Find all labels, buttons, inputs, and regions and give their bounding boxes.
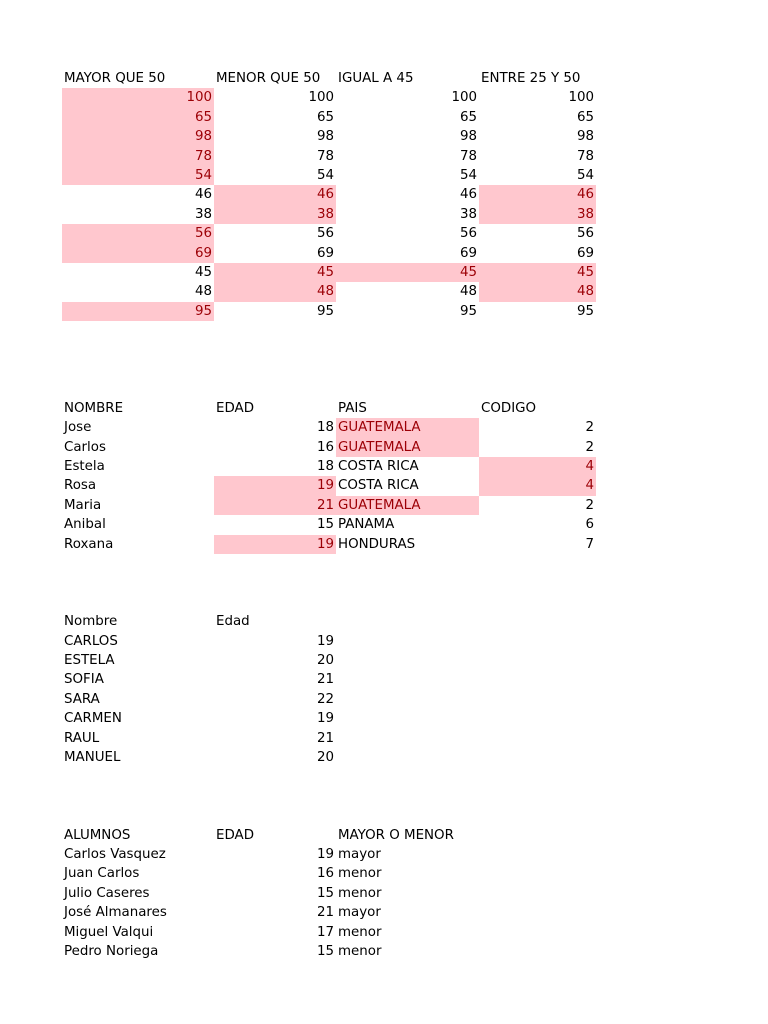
value-cell[interactable]: 78	[459, 148, 477, 164]
name-cell[interactable]: CARLOS	[64, 633, 118, 649]
code-cell[interactable]: 2	[585, 420, 594, 436]
column-header[interactable]: MAYOR O MENOR	[338, 827, 454, 843]
country-cell[interactable]: COSTA RICA	[338, 459, 419, 474]
name-cell[interactable]: Carlos	[64, 439, 106, 455]
age-cell[interactable]: 19	[214, 476, 336, 495]
age-cell[interactable]: 22	[316, 691, 334, 707]
column-header[interactable]: Edad	[216, 614, 250, 630]
value-cell[interactable]: 56	[316, 226, 334, 242]
name-cell[interactable]: SOFIA	[64, 672, 104, 688]
value-cell[interactable]: 38	[194, 206, 212, 222]
value-cell[interactable]: 54	[62, 166, 214, 185]
value-cell[interactable]: 65	[576, 109, 594, 125]
value-cell[interactable]: 98	[62, 127, 214, 146]
column-header[interactable]: PAIS	[338, 400, 367, 416]
column-header[interactable]: Nombre	[64, 614, 118, 630]
column-header[interactable]: CODIGO	[481, 400, 537, 416]
value-cell[interactable]: 95	[316, 303, 334, 319]
value-cell[interactable]: 45	[479, 263, 596, 282]
value-cell[interactable]: 65	[316, 109, 334, 125]
status-cell[interactable]: menor	[338, 924, 382, 940]
value-cell[interactable]: 100	[568, 90, 594, 106]
value-cell[interactable]: 100	[62, 88, 214, 107]
age-cell[interactable]: 21	[316, 730, 334, 746]
column-header[interactable]: EDAD	[216, 827, 255, 843]
value-cell[interactable]: 95	[576, 303, 594, 319]
status-cell[interactable]: menor	[338, 885, 382, 901]
country-cell[interactable]: GUATEMALA	[336, 496, 479, 515]
code-cell[interactable]: 7	[585, 536, 594, 552]
value-cell[interactable]: 45	[194, 265, 212, 280]
age-cell[interactable]: 19	[316, 711, 334, 727]
age-cell[interactable]: 19	[316, 633, 334, 649]
name-cell[interactable]: Estela	[64, 459, 105, 474]
name-cell[interactable]: Maria	[64, 497, 102, 513]
value-cell[interactable]: 46	[479, 185, 596, 204]
value-cell[interactable]: 100	[451, 90, 477, 106]
code-cell[interactable]: 2	[585, 439, 594, 455]
value-cell[interactable]: 78	[316, 148, 334, 164]
value-cell[interactable]: 65	[62, 108, 214, 127]
status-cell[interactable]: menor	[338, 944, 382, 959]
country-cell[interactable]: GUATEMALA	[336, 438, 479, 457]
column-header[interactable]: IGUAL A 45	[338, 71, 414, 86]
column-header[interactable]: NOMBRE	[64, 400, 124, 416]
value-cell[interactable]: 56	[62, 224, 214, 243]
name-cell[interactable]: ESTELA	[64, 653, 115, 668]
country-cell[interactable]: COSTA RICA	[338, 478, 419, 494]
value-cell[interactable]: 78	[62, 147, 214, 166]
value-cell[interactable]: 100	[308, 90, 334, 106]
age-cell[interactable]: 16	[316, 866, 334, 882]
value-cell[interactable]: 48	[194, 284, 212, 300]
value-cell[interactable]: 38	[479, 205, 596, 224]
age-cell[interactable]: 21	[316, 905, 334, 921]
value-cell[interactable]: 46	[214, 185, 336, 204]
value-cell[interactable]: 98	[316, 129, 334, 145]
age-cell[interactable]: 15	[316, 517, 334, 533]
value-cell[interactable]: 38	[459, 206, 477, 222]
name-cell[interactable]: RAUL	[64, 730, 100, 746]
value-cell[interactable]: 69	[576, 245, 594, 261]
value-cell[interactable]: 38	[214, 205, 336, 224]
value-cell[interactable]: 78	[576, 148, 594, 164]
value-cell[interactable]: 45	[336, 263, 479, 282]
student-cell[interactable]: Juan Carlos	[64, 866, 140, 882]
column-header[interactable]: EDAD	[216, 400, 255, 416]
value-cell[interactable]: 54	[576, 168, 594, 183]
value-cell[interactable]: 95	[62, 302, 214, 321]
age-cell[interactable]: 15	[316, 885, 334, 901]
value-cell[interactable]: 45	[214, 263, 336, 282]
column-header[interactable]: ALUMNOS	[64, 827, 131, 843]
name-cell[interactable]: Jose	[64, 420, 92, 436]
age-cell[interactable]: 20	[316, 653, 334, 668]
name-cell[interactable]: Rosa	[64, 478, 97, 494]
column-header[interactable]: MAYOR QUE 50	[64, 71, 166, 86]
value-cell[interactable]: 69	[316, 245, 334, 261]
code-cell[interactable]: 4	[479, 476, 596, 495]
value-cell[interactable]: 95	[459, 303, 477, 319]
value-cell[interactable]: 98	[459, 129, 477, 145]
age-cell[interactable]: 19	[214, 535, 336, 554]
value-cell[interactable]: 56	[576, 226, 594, 242]
student-cell[interactable]: Julio Caseres	[64, 885, 150, 901]
age-cell[interactable]: 16	[316, 439, 334, 455]
age-cell[interactable]: 18	[316, 420, 334, 436]
value-cell[interactable]: 54	[459, 168, 477, 183]
value-cell[interactable]: 69	[459, 245, 477, 261]
age-cell[interactable]: 19	[316, 847, 334, 862]
country-cell[interactable]: GUATEMALA	[336, 418, 479, 437]
code-cell[interactable]: 2	[585, 497, 594, 513]
value-cell[interactable]: 56	[459, 226, 477, 242]
student-cell[interactable]: José Almanares	[64, 905, 167, 921]
status-cell[interactable]: mayor	[338, 847, 381, 862]
name-cell[interactable]: SARA	[64, 691, 100, 707]
value-cell[interactable]: 69	[62, 244, 214, 263]
name-cell[interactable]: MANUEL	[64, 750, 121, 765]
value-cell[interactable]: 65	[459, 109, 477, 125]
age-cell[interactable]: 18	[316, 459, 334, 474]
code-cell[interactable]: 4	[479, 457, 596, 476]
code-cell[interactable]: 6	[585, 517, 594, 533]
country-cell[interactable]: HONDURAS	[338, 536, 416, 552]
age-cell[interactable]: 21	[316, 672, 334, 688]
column-header[interactable]: ENTRE 25 Y 50	[481, 71, 581, 86]
country-cell[interactable]: PANAMA	[338, 517, 395, 533]
column-header[interactable]: MENOR QUE 50	[216, 71, 321, 86]
student-cell[interactable]: Pedro Noriega	[64, 944, 159, 959]
name-cell[interactable]: Roxana	[64, 536, 114, 552]
value-cell[interactable]: 48	[459, 284, 477, 300]
value-cell[interactable]: 46	[194, 187, 212, 203]
value-cell[interactable]: 98	[576, 129, 594, 145]
status-cell[interactable]: menor	[338, 866, 382, 882]
value-cell[interactable]: 48	[479, 282, 596, 301]
value-cell[interactable]: 54	[316, 168, 334, 183]
value-cell[interactable]: 46	[459, 187, 477, 203]
status-cell[interactable]: mayor	[338, 905, 381, 921]
name-cell[interactable]: Anibal	[64, 517, 106, 533]
age-cell[interactable]: 21	[214, 496, 336, 515]
age-cell[interactable]: 15	[316, 944, 334, 959]
student-cell[interactable]: Carlos Vasquez	[64, 847, 166, 862]
name-cell[interactable]: CARMEN	[64, 711, 122, 727]
student-cell[interactable]: Miguel Valqui	[64, 924, 154, 940]
age-cell[interactable]: 17	[316, 924, 334, 940]
value-cell[interactable]: 48	[214, 282, 336, 301]
age-cell[interactable]: 20	[316, 750, 334, 765]
